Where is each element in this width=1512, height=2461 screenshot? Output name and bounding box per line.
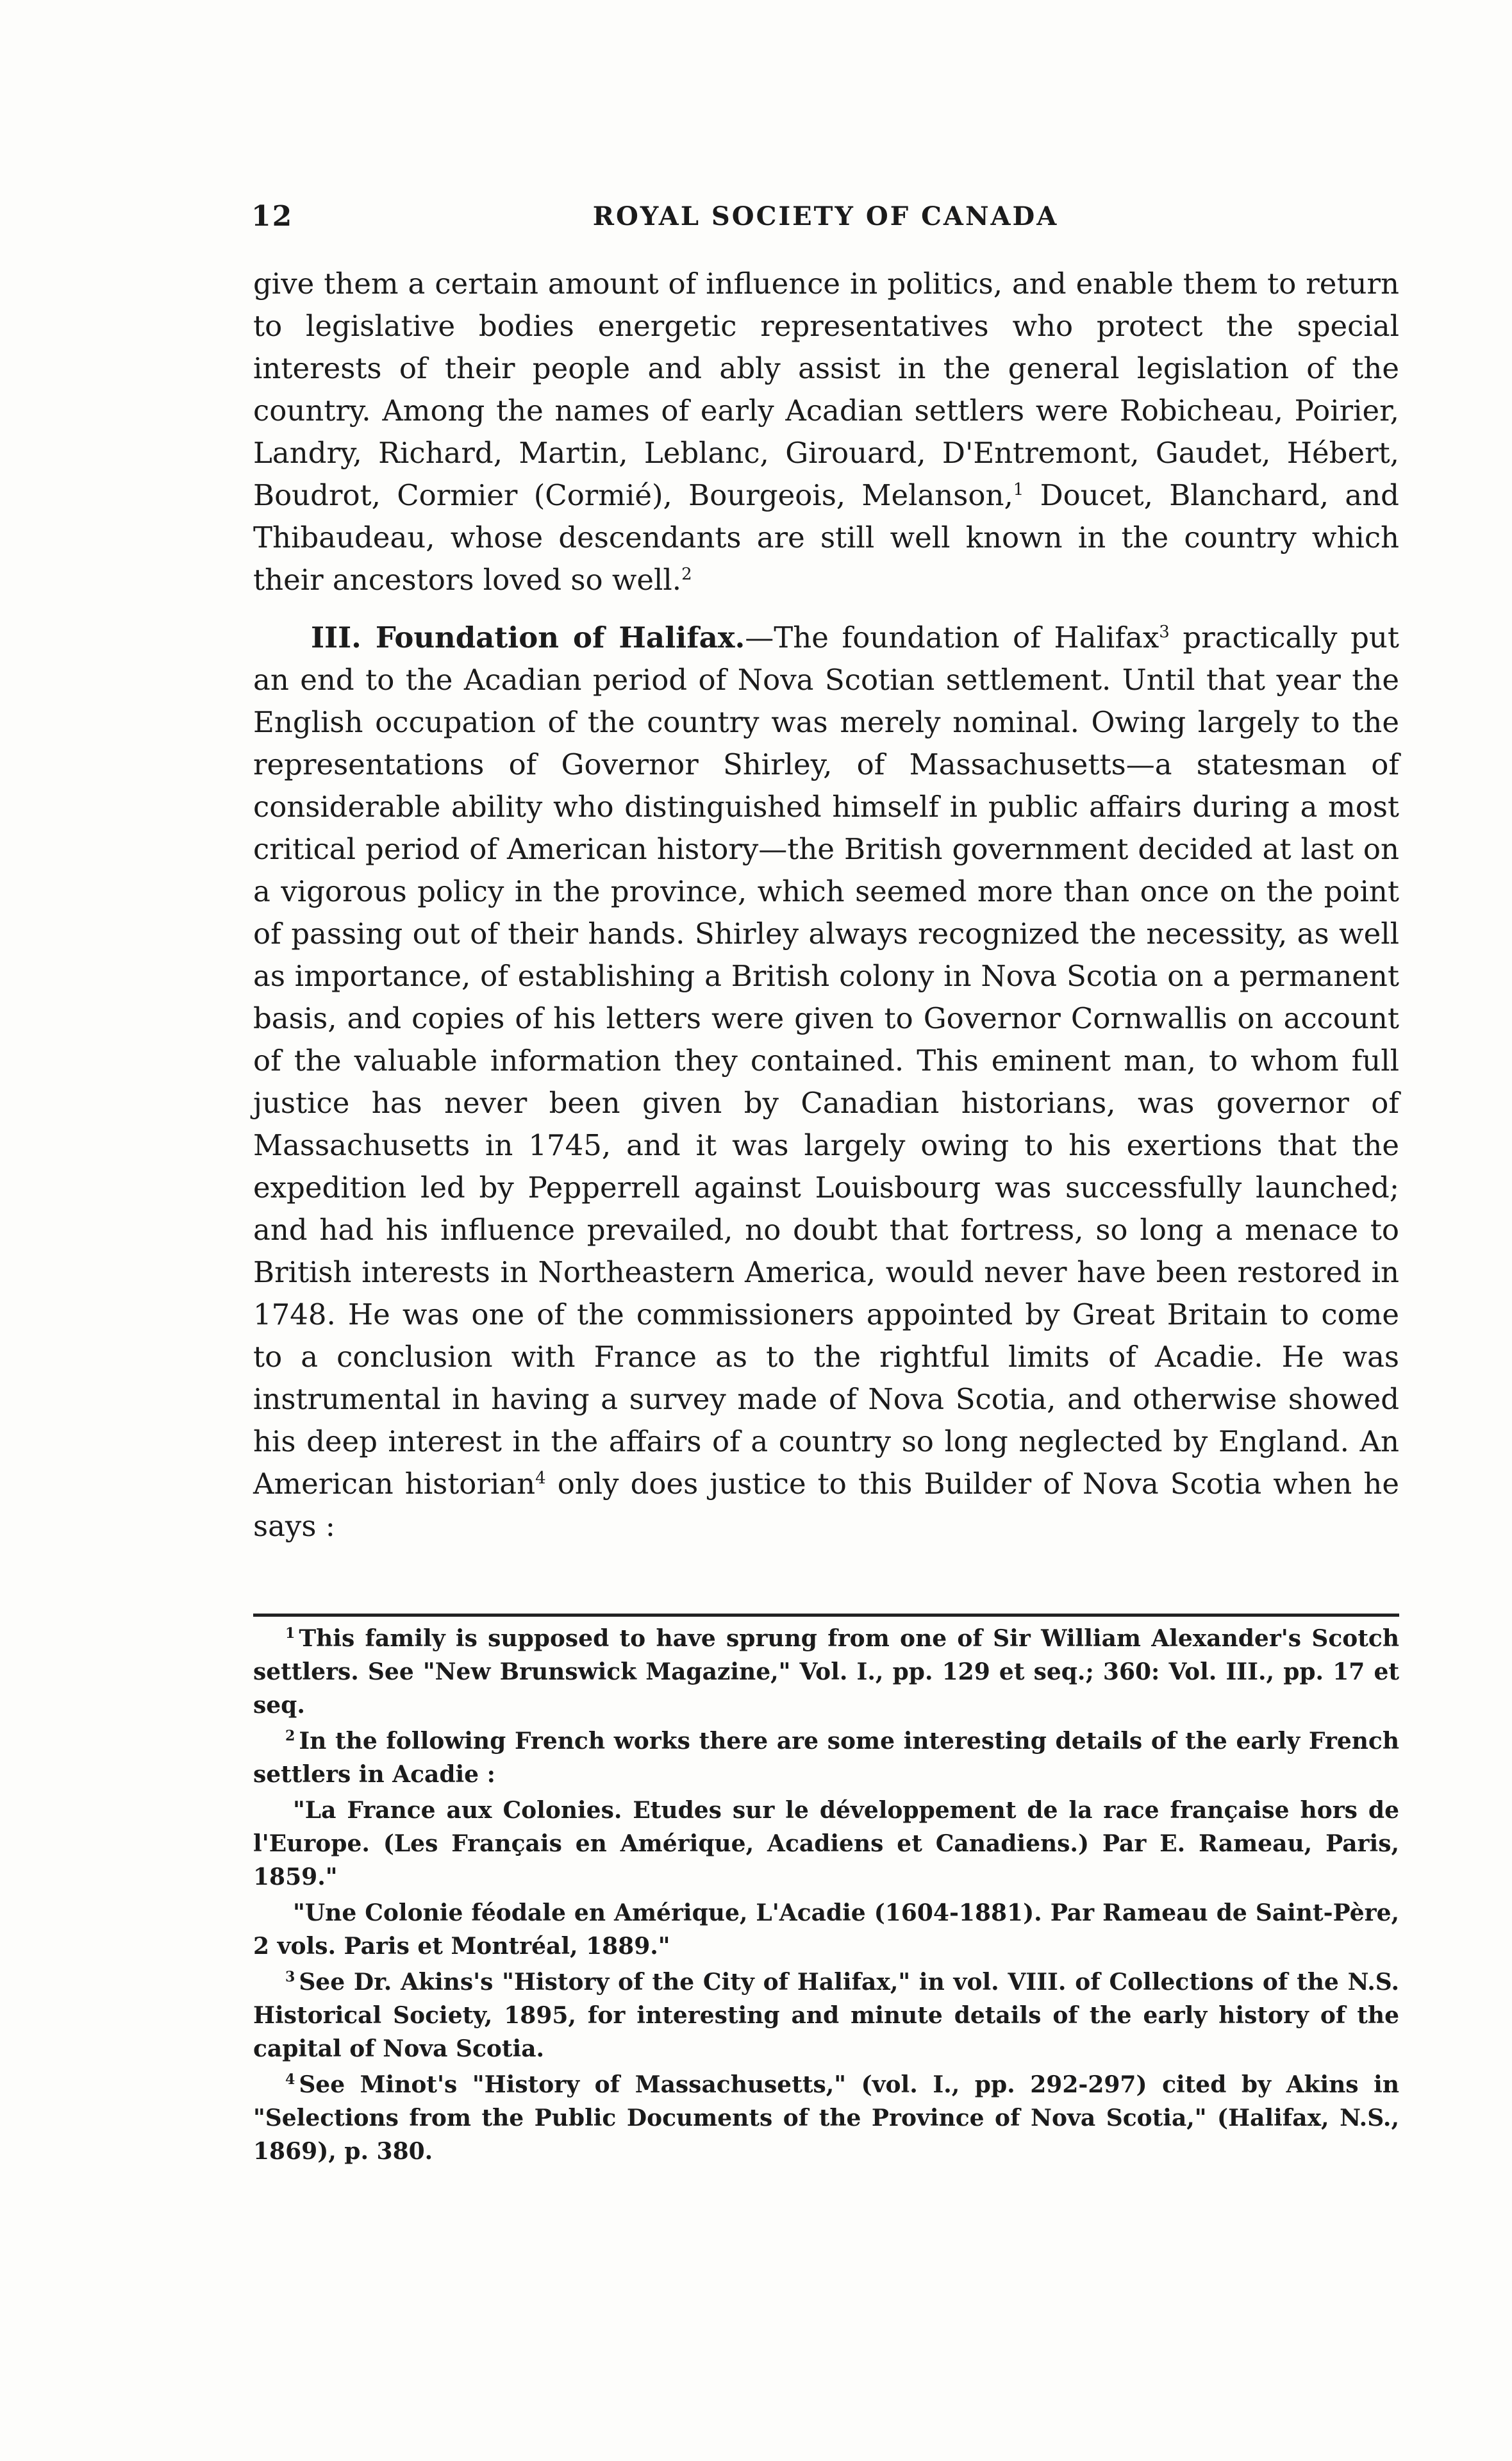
body-text (253, 263, 1399, 1548)
footnote-divider (253, 1614, 1399, 1617)
footnote-text: See Dr. Akins's "History of the City of Halifax," in vol. VIII. of Collections of the N.S. Historical Society, 1895, for interesting and minute details of the early history of the capital of Nova Scotia. (253, 1969, 1399, 2062)
footnote-ref-3: 3 (1159, 622, 1170, 642)
footnote-text: This family is supposed to have sprung from one of Sir William Alexander's Scotch settlers. See "New Brunswick Magazine," Vol. I., pp. 129 et seq.; 360: Vol. III., pp. 17 et seq. (253, 1625, 1399, 1719)
footnote-quote (253, 1896, 1399, 1963)
paragraph-text: Doucet, Blanchard, and Thibaudeau, whose descendants are still well known in the country which their ancestors loved so well. (253, 478, 1399, 597)
footnote (253, 1965, 1399, 2065)
section-heading: III. Foundation of Halifax. (311, 621, 745, 655)
section-paragraph (253, 617, 1399, 1548)
paragraph-continuation (253, 263, 1399, 601)
footnote-quote (253, 1794, 1399, 1894)
footnote (253, 1724, 1399, 1791)
footnotes (253, 1622, 1399, 2168)
footnote-text: "La France aux Colonies. Etudes sur le développement de la race française hors de l'Europe. (Les Français en Amérique, Acadiens et Canadiens.) Par E. Rameau, Paris, 1859." (253, 1797, 1399, 1890)
footnote-text: See Minot's "History of Massachusetts," (vol. I., pp. 292-297) cited by Akins in "Selections from the Public Documents of the Province of Nova Scotia," (Halifax, N.S., 1869), p. 380. (253, 2071, 1399, 2165)
footnote-ref-1: 1 (1013, 480, 1024, 499)
footnote-mark: 2 (285, 1728, 295, 1744)
page-header (251, 200, 1400, 238)
paragraph-text: practically put an end to the Acadian period of Nova Scotian settlement. Until that year the English occupation of the country was merely nominal. Owing largely to the representations of Governor Shirley, of Massachusetts—a statesman of considerable ability who distinguished himself in public affairs during a most critical period of American history—the British government decided at last on a vigorous policy in the province, which seemed more than once on the point of passing out of their hands. Shirley always recognized the necessity, as well as importance, of establishing a British colony in Nova Scotia on a permanent basis, and copies of his letters were given to Governor Cornwallis on account of the valuable information they contained. This eminent man, to whom full justice has never been given by Canadian historians, was governor of Massachusetts in 1745, and it was largely owing to his exertions that the expedition led by Pepperrell against Louisbourg was successfully launched; and had his influence prevailed, no doubt that fortress, so long a menace to British interests in Northeastern America, would never have been restored in 1748. He was one of the commissioners appointed by Great Britain to come to a conclusion with France as to the rightful limits of Acadie. He was instrumental in having a survey made of Nova Scotia, and otherwise showed his deep interest in the affairs of a country so long neglected by England. An American historian (253, 621, 1399, 1501)
footnote-text: "Une Colonie féodale en Amérique, L'Acadie (1604-1881). Par Rameau de Saint-Père, 2 vols. Paris et Montréal, 1889." (253, 1899, 1399, 1960)
footnote-mark: 4 (285, 2071, 295, 2088)
footnote (253, 2068, 1399, 2168)
paragraph-text: give them a certain amount of influence in politics, and enable them to return to legislative bodies energetic representatives who protect the special interests of their people and ably assist in the general legislation of the country. Among the names of early Acadian settlers were Robicheau, Poirier, Landry, Richard, Martin, Leblanc, Girouard, D'Entremont, Gaudet, Hébert, Boudrot, Cormier (Cormié), Bourgeois, Melanson, (253, 267, 1399, 512)
paragraph-text: —The foundation of Halifax (745, 621, 1159, 655)
footnote-text: In the following French works there are some interesting details of the early French settlers in Acadie : (253, 1728, 1399, 1788)
footnote (253, 1622, 1399, 1722)
paragraph-text: only does justice to this Builder of Nova Scotia when he says : (253, 1467, 1399, 1543)
running-title: ROYAL SOCIETY OF CANADA (592, 201, 1059, 231)
footnote-mark: 1 (285, 1625, 295, 1642)
page-number: 12 (251, 200, 294, 233)
footnote-ref-4: 4 (535, 1469, 546, 1488)
footnote-mark: 3 (285, 1969, 295, 1985)
footnote-ref-2: 2 (681, 565, 692, 584)
